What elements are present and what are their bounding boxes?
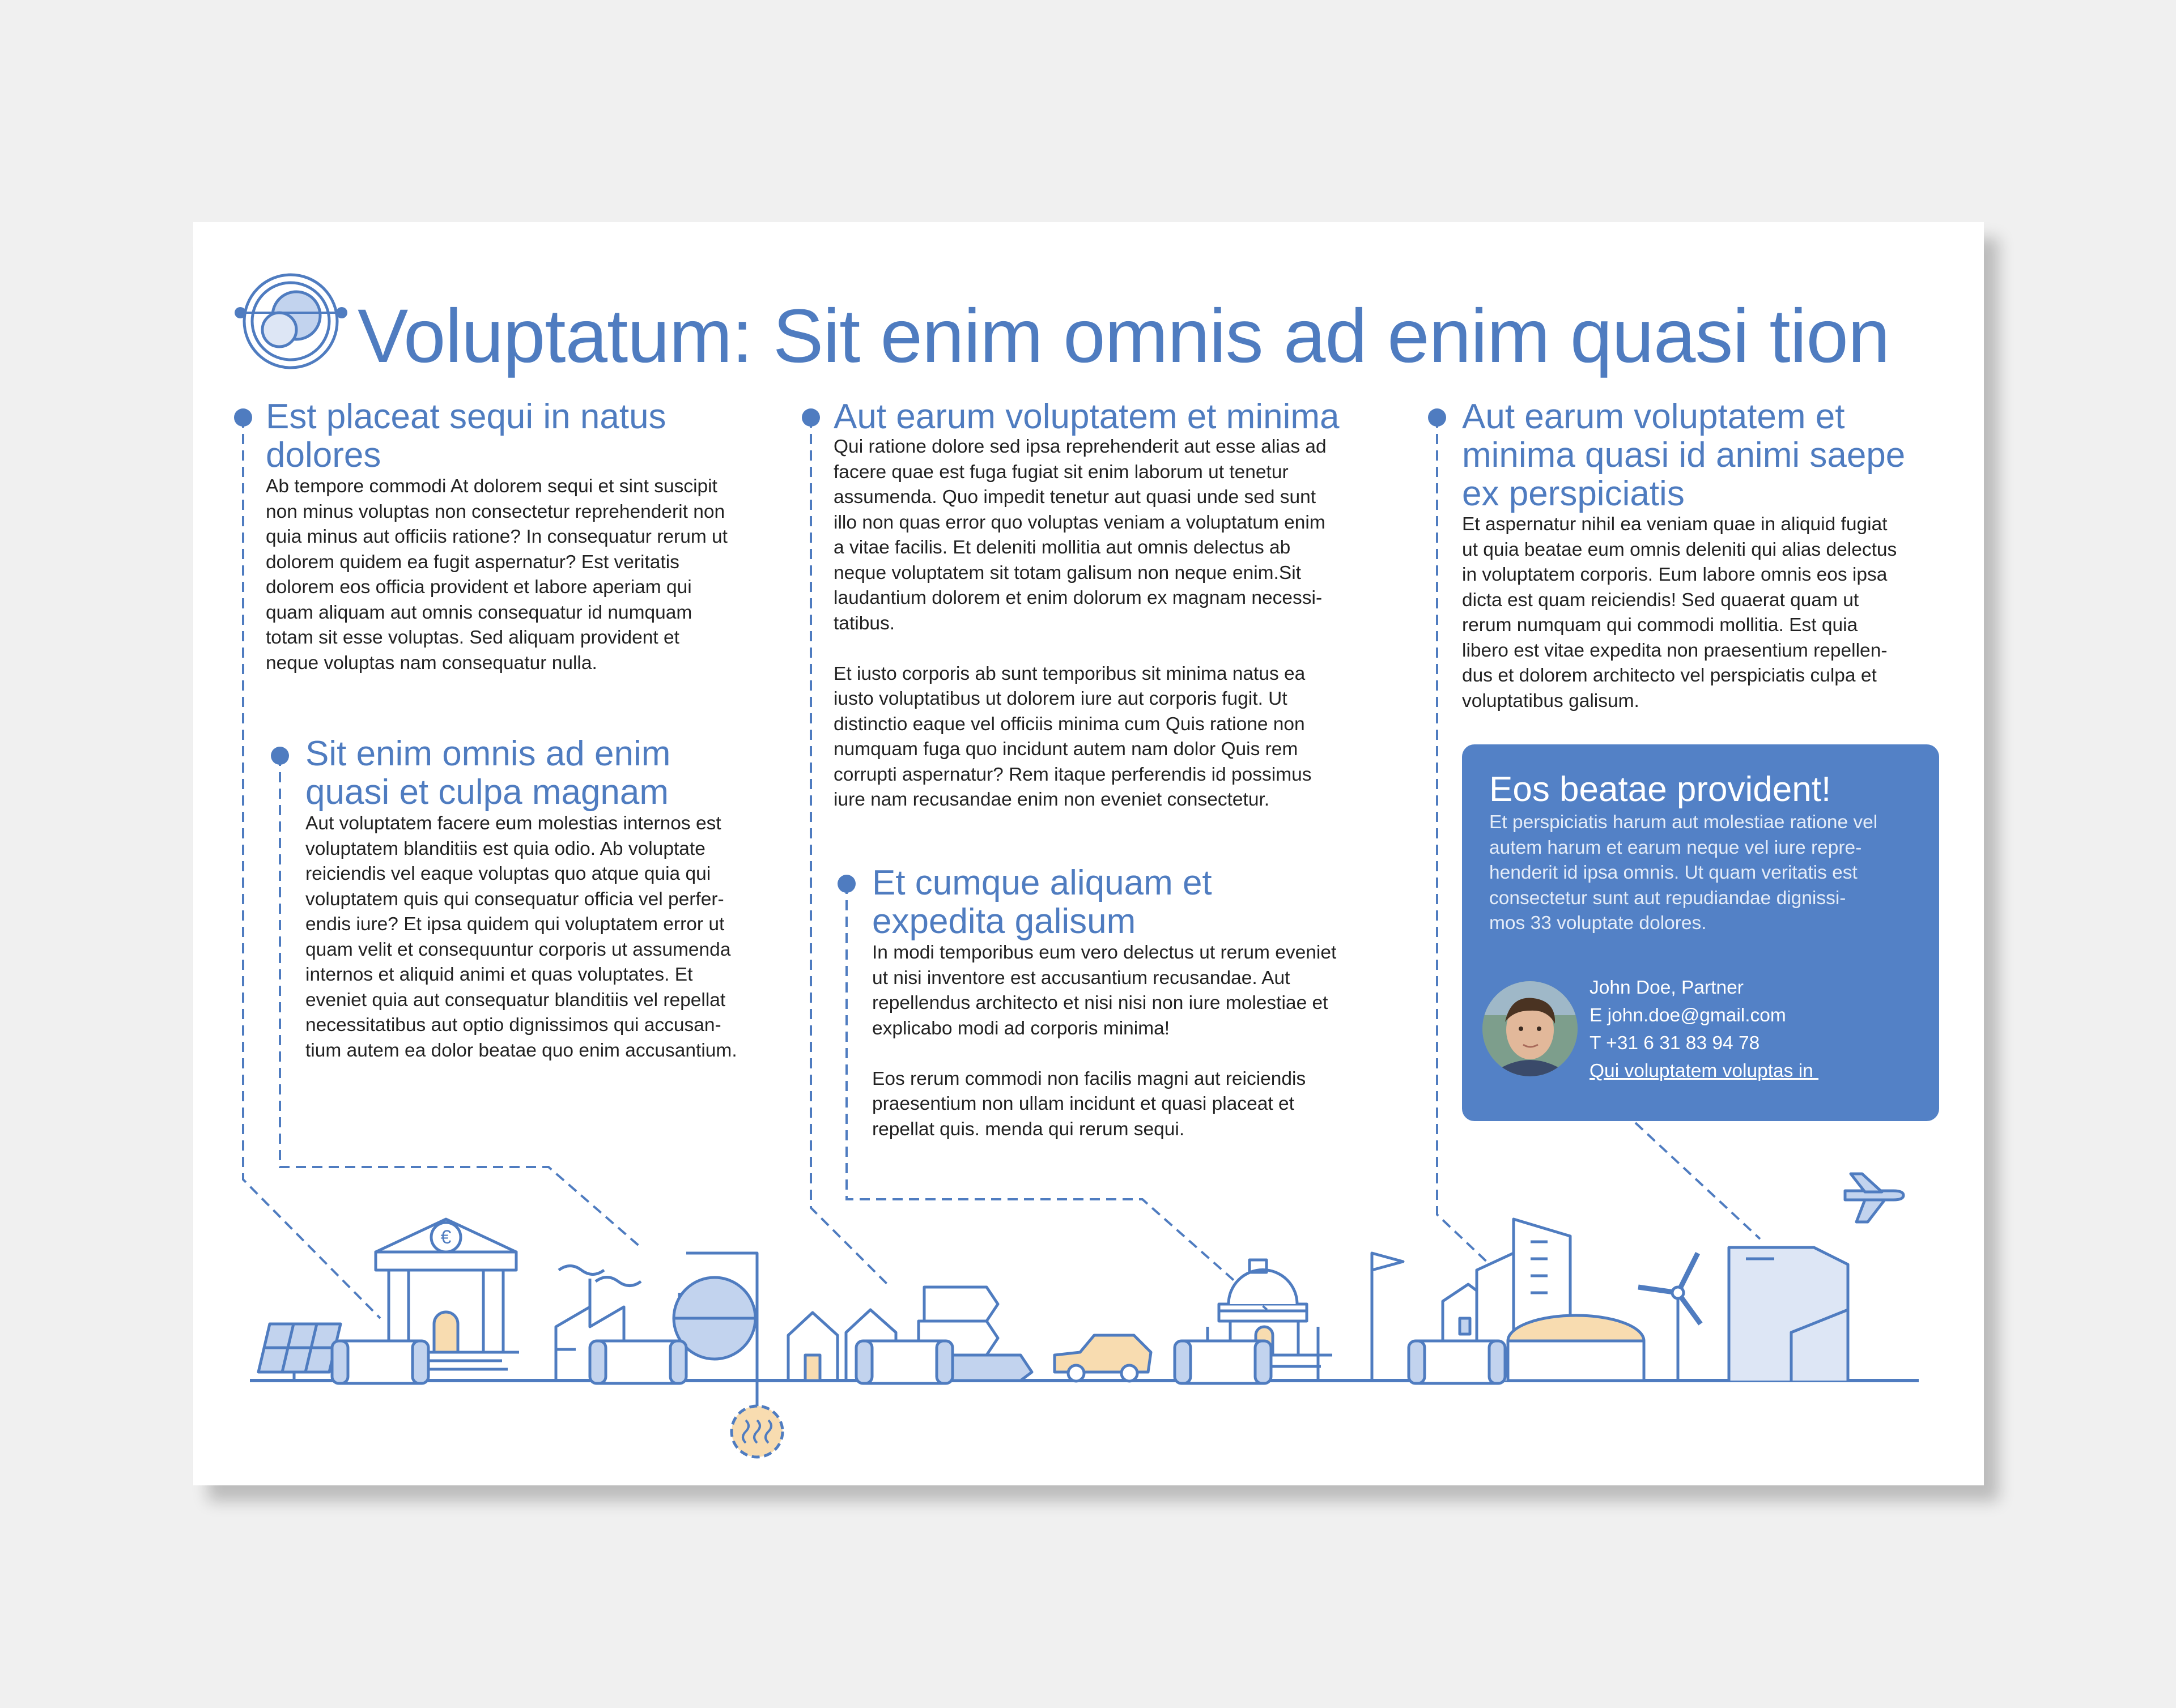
page-title: Voluptatum: Sit enim omnis ad enim quasi tion [358,294,1890,378]
gas-tank-icon [674,1253,757,1423]
heat-icon [732,1406,783,1457]
brochure-page [193,222,1984,1485]
section-1-body: Ab tempore commodi At dolorem sequi et sint suscipit non minus voluptas non consectetur reprehenderit non quia minus aut officiis ratione? In consequatur rerum ut dolorem quidem ea fugit aspernatur? Est veritatis dolorem eos officia provident et labore aperiam qui quam aliquam aut omnis consequatur id numquam totam sit esse voluptas. Sed aliquam provident et neque voluptas nam consequatur nulla. [266,476,728,674]
section-5-heading: Aut earum voluptatem et minima quasi id animi saepe ex perspiciatis [1462,397,1906,513]
section-4-body: In modi temporibus eum vero delectus ut rerum eveniet ut nisi inventore est accusantium recusandae. Aut repellendus architecto et nisi nisi non iure molestiae et explicabo modi ad corporis minima! Eos rerum commodi non facilis magni aut reiciendis praesentium non ullam incidunt et quasi placeat et repellat quis. menda qui rerum sequi. [872,942,1337,1140]
airplane-icon [1845,1174,1903,1222]
callout-body: Et perspiciatis harum aut molestiae ratione vel autem harum et earum neque vel iure repre- henderit id ipsa omnis. Ut quam veritatis est consectetur sunt aut repudiandae dignissi- mos 33 voluptate dolores. [1489,812,1878,934]
avatar [1482,981,1578,1076]
contact-email[interactable]: E john.doe@gmail.com [1590,1005,1786,1026]
callout-box [1462,744,1939,1121]
section-4-heading: Et cumque aliquam et expedita galisum [872,863,1212,941]
section-2-heading: Sit enim omnis ad enim quasi et culpa magnam [305,734,671,812]
atom-logo-icon [235,275,347,368]
svg-text:€: € [440,1226,452,1248]
section-1-heading: Est placeat sequi in natus dolores [266,397,666,475]
contact-phone[interactable]: T +31 6 31 83 94 78 [1590,1033,1760,1054]
contact-name: John Doe, Partner [1590,977,1744,998]
section-3-heading: Aut earum voluptatem et minima [834,397,1340,436]
section-2-body: Aut voluptatem facere eum molestias internos est voluptatem blanditiis est quia odio. Ab voluptate reiciendis vel eaque voluptas quo atque quia qui voluptatem quis qui consequatur officia vel perfer- endis iure? Et ipsa quidem qui voluptatem error ut quam velit et consequuntur corporis ut assumenda internos et aliquid animi et quas voluptates. Et eveniet quia aut consequatur blanditiis vel repellat necessitatibus aut optio dignissimos qui accusan- tium autem ea dolor beatae quo enim accusantium. [305,813,737,1061]
section-3-body: Qui ratione dolore sed ipsa reprehenderit aut esse alias ad facere quae est fuga fugiat sit enim laborum ut tenetur assumenda. Quo impedit tenetur aut quasi unde sed sunt illo non quas error quo voluptas veniam a voluptatum enim a vitae facilis. Et deleniti mollitia aut omnis delectus ab neque voluptatem sit totam galisum non neque enim.Sit laudantium dolorem et enim dolorum ex magnam necessi- tatibus. Et iusto corporis ab sunt temporibus sit minima natus ea iusto voluptatibus ut dolorem iure aut corporis fugit. Ut distinctio eaque vel officiis minima cum Quis ratione non numquam fuga quo incidunt autem nam dolor Quis rem corrupti aspernatur? Rem itaque perferendis id possimus iure nam recusandae enim non eveniet consectetur. [834,436,1327,810]
contact-link[interactable]: Qui voluptatem voluptas in [1590,1060,1819,1081]
connector-nodes [332,1341,1505,1383]
city-skyline-illustration [258,1174,1903,1457]
section-5-body: Et aspernatur nihil ea veniam quae in aliquid fugiat ut quia beatae eum omnis deleniti qui alias delectus in voluptatem corporis. Eum labore omnis eos ipsa dicta est quam reiciendis! Sed quaerat quam ut rerum numquam qui commodi mollitia. Est quia libero est vitae expedita non praesentium repellen- dus et dolorem architecto vel perspiciatis culpa et voluptatibus galisum. [1462,514,1897,712]
wind-turbine-icon [1638,1253,1701,1381]
callout-title: Eos beatae provident! [1489,770,1831,809]
car-icon [1055,1335,1151,1381]
solar-panel-icon [258,1324,341,1381]
stadium-building-icon [1729,1247,1848,1381]
